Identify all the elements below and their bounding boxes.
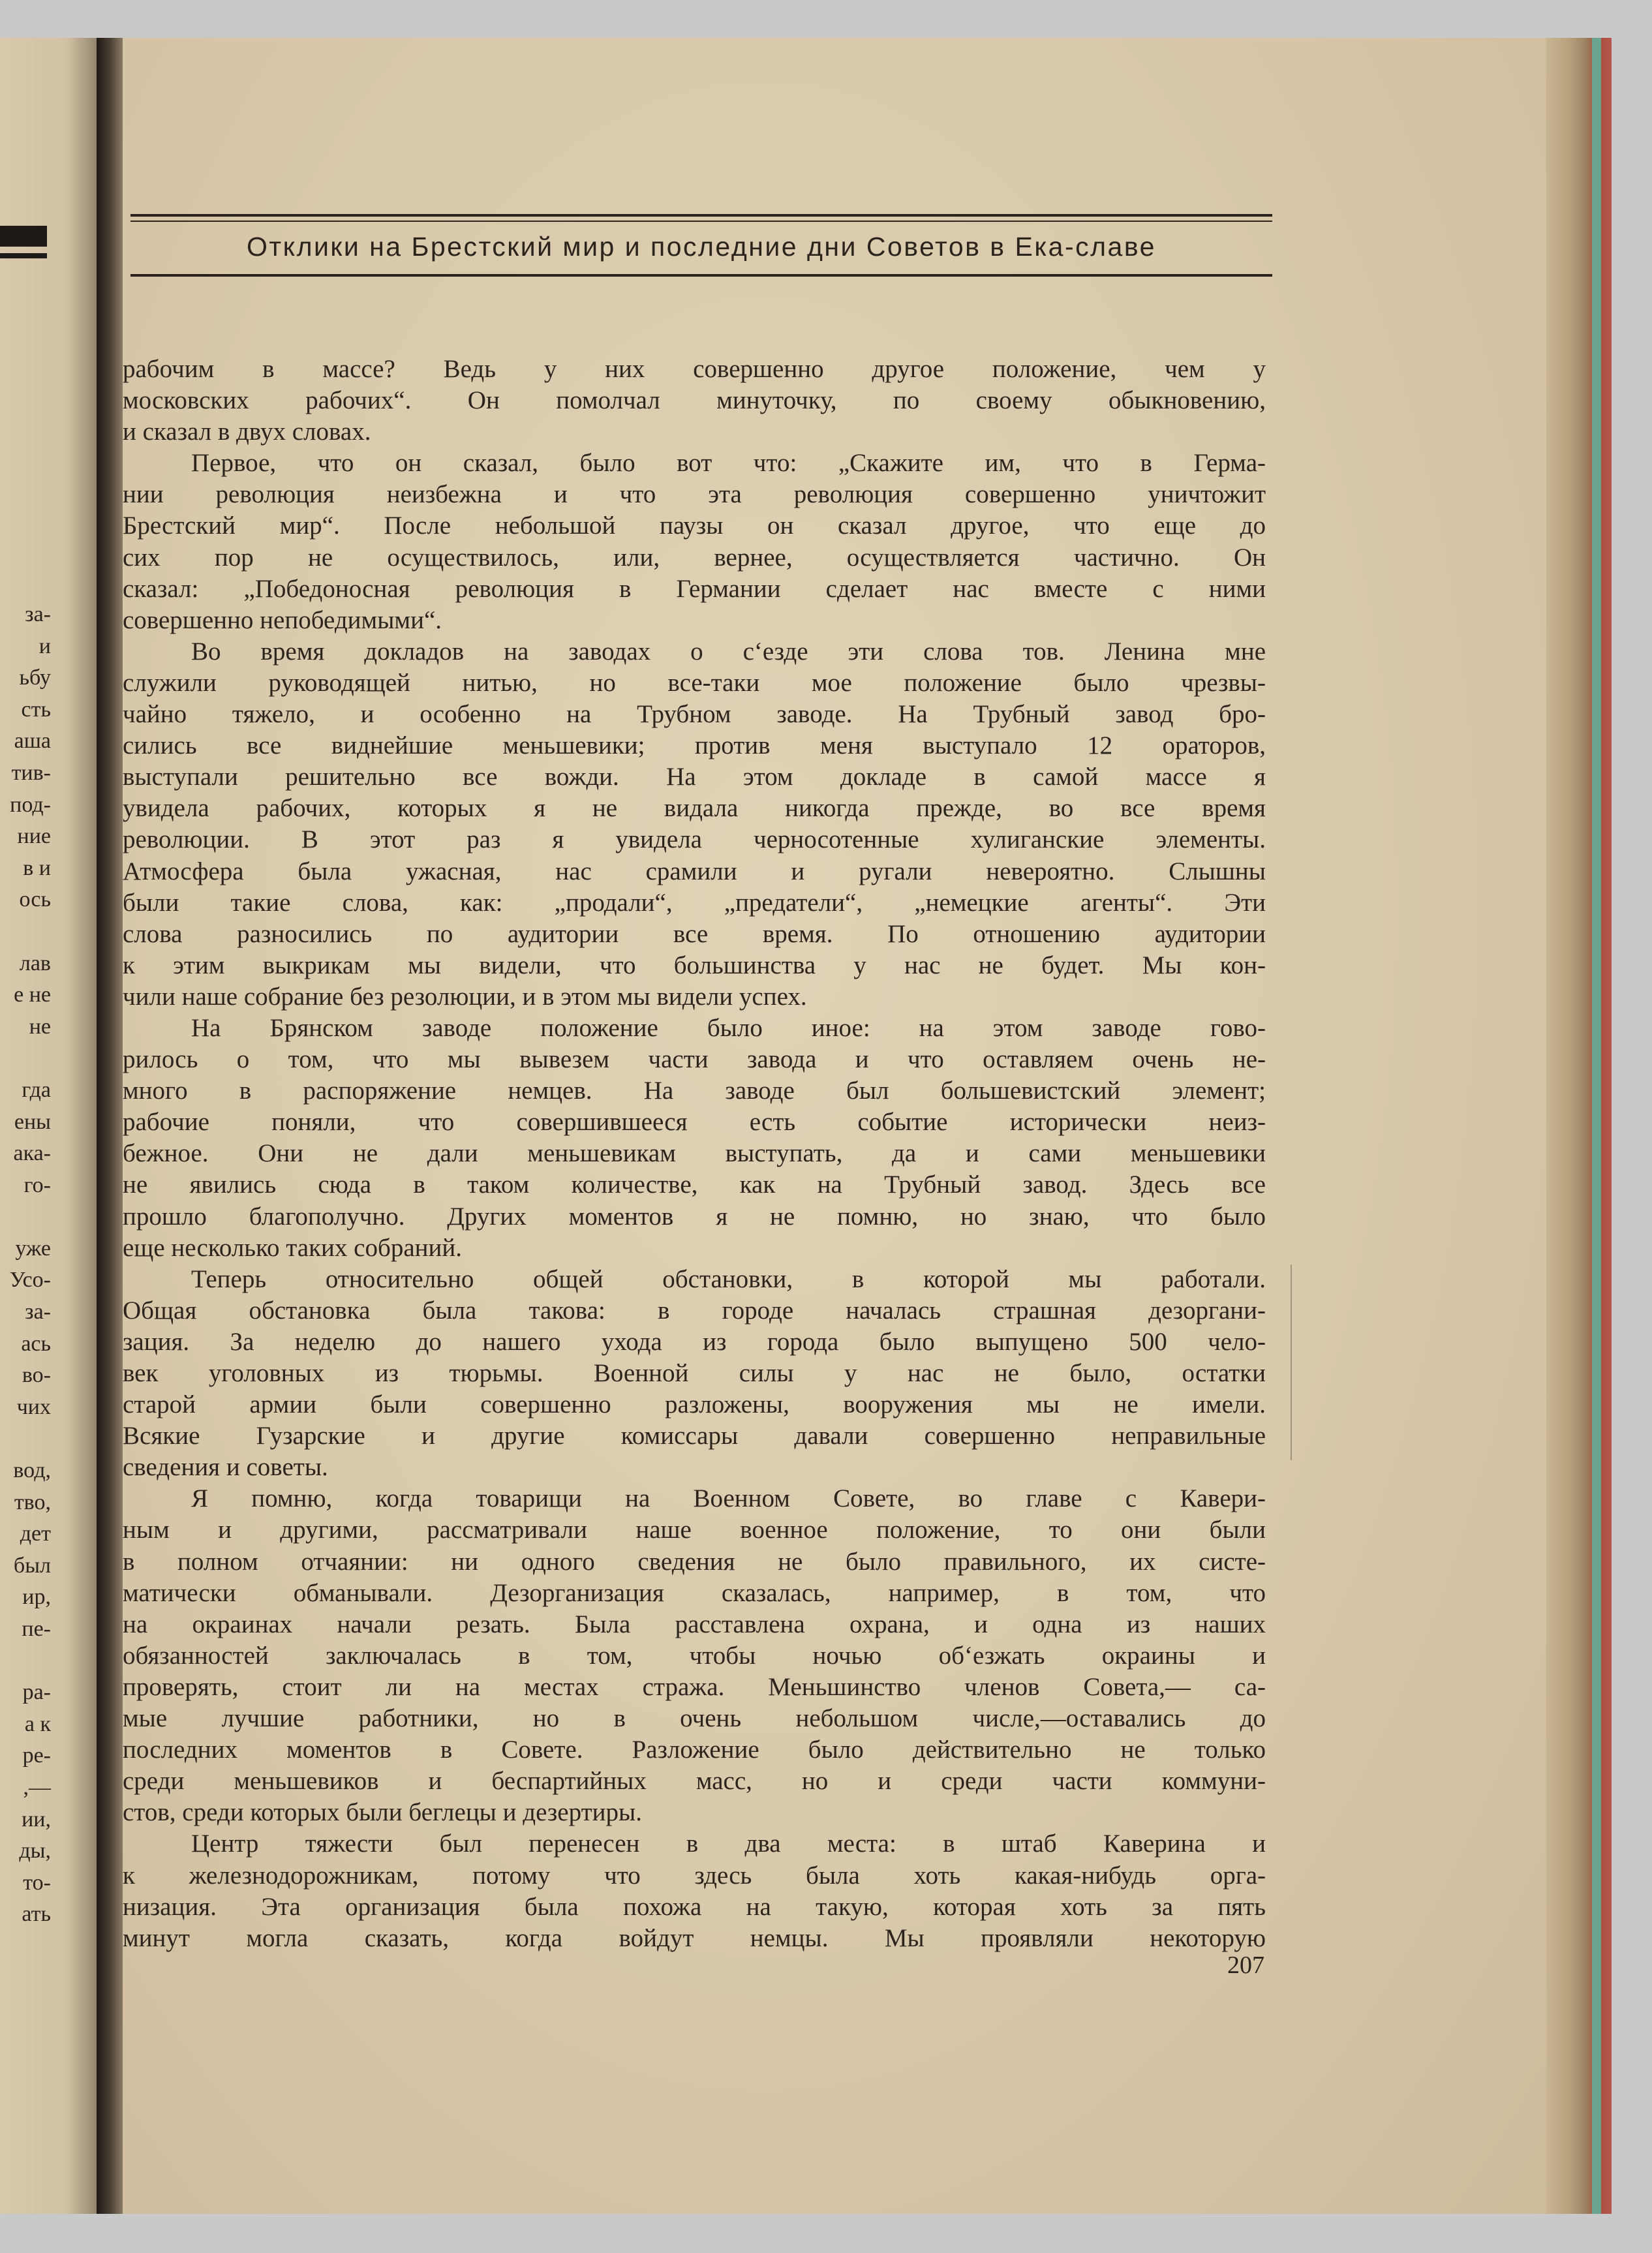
text-line: среди меньшевиков и беспартийных масс, но и среди части коммуни- bbox=[123, 1767, 1266, 1796]
facing-page-fragment: в и bbox=[23, 855, 51, 880]
facing-page-fragment: ака- bbox=[13, 1141, 51, 1166]
facing-page-fragment bbox=[0, 1201, 51, 1233]
facing-page-fragment: ние bbox=[17, 824, 51, 849]
text-line: низация. Эта организация была похожа на такую, которая хоть за пять bbox=[123, 1892, 1266, 1921]
facing-page-fragment: за- bbox=[25, 602, 51, 626]
text-line: еще несколько таких собраний. bbox=[123, 1233, 463, 1262]
text-line: к этим выкрикам мы видели, что большинства у нас не будет. Мы кон- bbox=[123, 951, 1266, 979]
book-right-edge bbox=[1546, 38, 1612, 2214]
facing-page-fragment: а к bbox=[24, 1711, 51, 1736]
text-line: были такие слова, как: „продали“, „предатели“, „немецкие агенты“. Эти bbox=[123, 888, 1266, 917]
facing-page-fragment: аша bbox=[14, 729, 51, 754]
facing-page-fragment: ась bbox=[21, 1331, 51, 1356]
scanned-book-spread bbox=[0, 38, 1612, 2214]
text-line: На Брянском заводе положение было иное: на этом заводе гово- bbox=[191, 1013, 1266, 1042]
facing-page-fragment: и bbox=[38, 634, 51, 658]
text-line: век уголовных из тюрьмы. Военной силы у нас не было, остатки bbox=[123, 1359, 1266, 1387]
text-line: чили наше собрание без резолюции, и в этом мы видели успех. bbox=[123, 982, 807, 1011]
text-line: к железнодорожникам, потому что здесь была хоть какая-нибудь орга- bbox=[123, 1861, 1266, 1890]
text-line: бежное. Они не дали меньшевикам выступать, да и сами меньшевики bbox=[123, 1139, 1266, 1168]
text-line: старой армии были совершенно разложены, вооружения мы не имели. bbox=[123, 1390, 1266, 1419]
text-line: совершенно непобедимыми“. bbox=[123, 605, 442, 634]
text-line: нии революция неизбежна и что эта революция совершенно уничтожит bbox=[123, 480, 1266, 509]
facing-page-fragment: ать bbox=[22, 1902, 51, 1927]
facing-page-fragment: не bbox=[29, 1014, 51, 1039]
text-line: и сказал в двух словах. bbox=[123, 418, 371, 446]
facing-page-fragment: вод, bbox=[13, 1458, 51, 1483]
facing-page-fragment bbox=[0, 1646, 51, 1678]
text-line: Я помню, когда товарищи на Военном Совете, во главе с Кавери- bbox=[191, 1484, 1266, 1513]
text-line: революции. В этот раз я увидела черносотенные хулиганские элементы. bbox=[123, 825, 1266, 854]
header-rule-top-thin bbox=[130, 221, 1272, 222]
running-head: Отклики на Брестский мир и последние дни Советов в Ека-славе bbox=[247, 232, 1156, 262]
facing-page-fragment: ир, bbox=[22, 1585, 51, 1610]
facing-page-fragment: Усо- bbox=[9, 1268, 51, 1293]
facing-page-fragment bbox=[0, 916, 51, 948]
facing-page-fragment: за- bbox=[25, 1300, 51, 1325]
facing-page-fragment: го- bbox=[23, 1172, 51, 1197]
text-line: стов, среди которых были беглецы и дезертиры. bbox=[123, 1798, 642, 1827]
text-line: сих пор не осуществилось, или, вернее, осуществляется частично. Он bbox=[123, 543, 1266, 572]
margin-pencil-mark bbox=[1291, 1264, 1294, 1460]
binding-stripe bbox=[1592, 38, 1601, 2214]
facing-page-fragment: ось bbox=[19, 887, 51, 912]
text-line: выступали решительно все вожди. На этом докладе в самой массе я bbox=[123, 763, 1266, 791]
page-number: 207 bbox=[1227, 1952, 1264, 1979]
facing-page-fragment: ды, bbox=[19, 1839, 51, 1863]
facing-page-fragment bbox=[0, 1043, 51, 1075]
header-rule-top bbox=[130, 214, 1272, 217]
facing-page-fragment: тво, bbox=[14, 1490, 51, 1514]
facing-page-fragment: ьбу bbox=[19, 666, 51, 690]
text-line: московских рабочих“. Он помолчал минуточку, по своему обыкновению, bbox=[123, 386, 1266, 415]
text-line: минут могла сказать, когда войдут немцы. Мы проявляли некоторую bbox=[123, 1923, 1266, 1952]
text-line: чайно тяжело, и особенно на Трубном заводе. На Трубный завод бро- bbox=[123, 700, 1266, 729]
text-line: матически обманывали. Дезорганизация сказалась, например, в том, что bbox=[123, 1578, 1266, 1607]
text-line: рабочие поняли, что совершившееся есть событие исторически неиз- bbox=[123, 1108, 1266, 1137]
text-line: Центр тяжести был перенесен в два места: в штаб Каверина и bbox=[191, 1830, 1266, 1858]
facing-page-fragment: лав bbox=[19, 951, 51, 975]
text-line: ным и другими, рассматривали наше военное положение, то они были bbox=[123, 1516, 1266, 1544]
text-line: слова разносились по аудитории все время. По отношению аудитории bbox=[123, 919, 1266, 948]
text-line: Брестский мир“. После небольшой паузы он сказал другое, что еще до bbox=[123, 512, 1266, 540]
text-line: проверять, стоит ли на местах стража. Меньшинство членов Совета,— са- bbox=[123, 1672, 1266, 1701]
facing-page-fragment: ,— bbox=[23, 1775, 51, 1800]
facing-page-fragment: дет bbox=[20, 1522, 51, 1546]
text-line: увидела рабочих, которых я не видала никогда прежде, во все время bbox=[123, 794, 1266, 823]
facing-page-fragment: ра- bbox=[22, 1680, 51, 1705]
facing-page-fragment: ии, bbox=[22, 1807, 51, 1832]
facing-page-fragment: под- bbox=[10, 792, 51, 817]
text-line: Всякие Гузарские и другие комиссары давали совершенно неправильные bbox=[123, 1422, 1266, 1450]
text-line: сказал: „Победоносная революция в Германии сделает нас вместе с ними bbox=[123, 574, 1266, 603]
facing-page-fragment: сть bbox=[21, 697, 51, 722]
facing-page-fragment: во- bbox=[22, 1363, 51, 1388]
text-line: прошло благополучно. Других моментов я не помню, но знаю, что было bbox=[123, 1202, 1266, 1231]
text-line: последних моментов в Совете. Разложение было действительно не только bbox=[123, 1736, 1266, 1764]
facing-page-left bbox=[0, 38, 111, 2214]
text-line: служили руководящей нитью, но все-таки мое положение было чрезвы- bbox=[123, 668, 1266, 697]
facing-page-text-fragments bbox=[0, 599, 51, 1931]
text-line: сились все виднейшие меньшевики; против меня выступало 12 ораторов, bbox=[123, 731, 1266, 760]
text-line: не явились сюда в таком количестве, как на Трубный завод. Здесь все bbox=[123, 1171, 1266, 1199]
facing-page-fragment: чих bbox=[16, 1394, 51, 1419]
text-line: в полном отчаянии: ни одного сведения не было правильного, их систе- bbox=[123, 1547, 1266, 1576]
text-line: Теперь относительно общей обстановки, в которой мы работали. bbox=[191, 1264, 1266, 1293]
header-bar-fragment bbox=[0, 226, 47, 247]
facing-page-fragment: уже bbox=[15, 1236, 51, 1261]
facing-page-fragment: е не bbox=[14, 983, 51, 1007]
text-line: много в распоряжение немцев. На заводе был большевистский элемент; bbox=[123, 1077, 1266, 1105]
facing-page-fragment: ены bbox=[14, 1109, 51, 1134]
header-rule-bottom bbox=[130, 274, 1272, 277]
facing-page-fragment bbox=[0, 1423, 51, 1455]
text-line: Атмосфера была ужасная, нас срамили и ругали невероятно. Слышны bbox=[123, 857, 1266, 885]
text-line: рилось о том, что мы вывезем части завода и что оставляем очень не- bbox=[123, 1045, 1266, 1074]
text-line: мые лучшие работники, но в очень небольшом числе,—оставались до bbox=[123, 1704, 1266, 1733]
text-line: обязанностей заключалась в том, чтобы ночью об‘езжать окраины и bbox=[123, 1641, 1266, 1670]
text-line: Общая обстановка была такова: в городе началась страшная дезоргани- bbox=[123, 1296, 1266, 1325]
facing-page-fragment: ре- bbox=[22, 1743, 51, 1768]
text-line: рабочим в массе? Ведь у них совершенно другое положение, чем у bbox=[123, 355, 1266, 383]
text-line: сведения и советы. bbox=[123, 1453, 328, 1482]
facing-page-fragment: пе- bbox=[22, 1617, 51, 1641]
text-line: на окраинах начали резать. Была расставлена охрана, и одна из наших bbox=[123, 1610, 1266, 1638]
text-line: зация. За неделю до нашего ухода из города было выпущено 500 чело- bbox=[123, 1327, 1266, 1356]
facing-page-fragment: тив- bbox=[11, 760, 51, 785]
header-bar-fragment-thin bbox=[0, 253, 47, 258]
page-207 bbox=[123, 38, 1552, 2214]
text-line: Во время докладов на заводах о с‘езде эти слова тов. Ленина мне bbox=[191, 637, 1266, 666]
facing-page-fragment: был bbox=[13, 1553, 51, 1578]
facing-page-fragment: то- bbox=[23, 1870, 51, 1895]
facing-page-fragment: гда bbox=[22, 1077, 51, 1102]
body-text bbox=[123, 354, 1266, 1954]
text-line: Первое, что он сказал, было вот что: „Скажите им, что в Герма- bbox=[191, 449, 1266, 478]
